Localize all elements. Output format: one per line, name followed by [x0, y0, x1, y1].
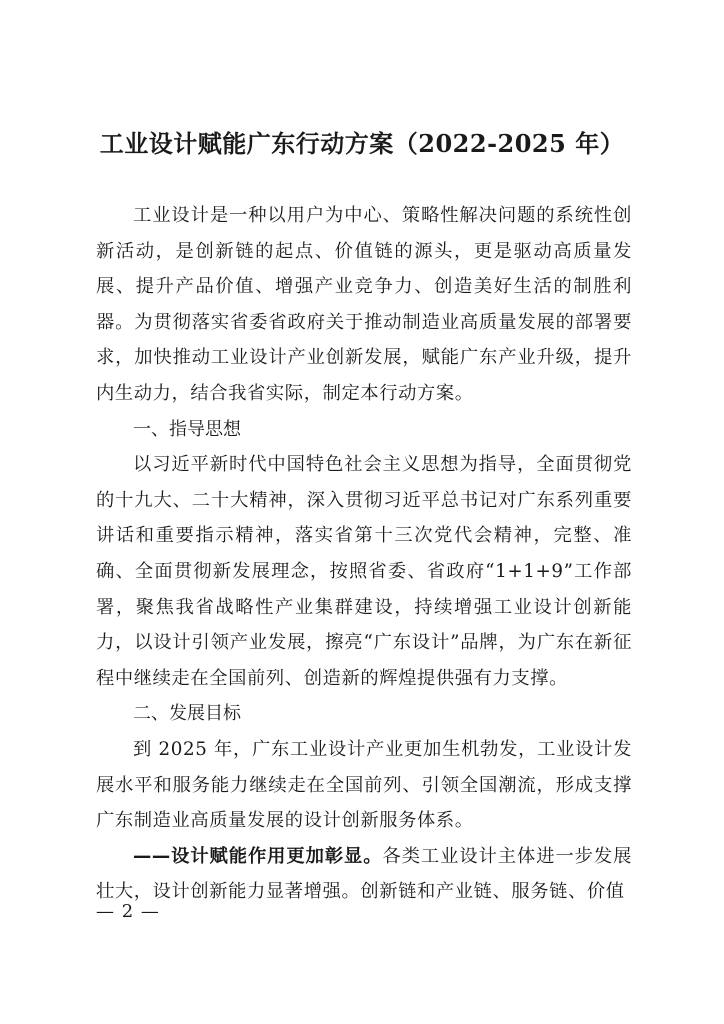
- goal-design-empowerment-lead: ——设计赋能作用更加彰显。: [133, 845, 383, 867]
- goal-design-empowerment-body: 各类工业设计主体进一步发展壮大，设计创新能力显著增强。创新链和产业链、服务链、价值: [96, 845, 632, 903]
- goal-design-empowerment-paragraph: [96, 839, 632, 910]
- document-title: 工业设计赋能广东行动方案（2022-2025 年）: [99, 129, 625, 158]
- intro-paragraph: 工业设计是一种以用户为中心、策略性解决问题的系统性创新活动，是创新链的起点、价值链的源头，更是驱动高质量发展、提升产品价值、增强产业竞争力、创造美好生活的制胜利器。为贯彻落实省委省政府关于推动制造业高质量发展的部署要求，加快推动工业设计产业创新发展，赋能广东产业升级，提升内生动力，结合我省实际，制定本行动方案。: [96, 205, 632, 404]
- section-heading-guiding-ideology: 一、指导思想: [133, 418, 241, 440]
- section-heading-development-goals: 二、发展目标: [133, 703, 241, 725]
- document-body: [96, 198, 632, 910]
- guiding-ideology-paragraph: 以习近平新时代中国特色社会主义思想为指导，全面贯彻党的十九大、二十大精神，深入贯彻习近平总书记对广东系列重要讲话和重要指示精神，落实省第十三次党代会精神，完整、准确、全面贯彻新发展理念，按照省委、省政府“1+1+9”工作部署，聚焦我省战略性产业集群建设，持续增强工业设计创新能力，以设计引领产业发展，擦亮“广东设计”品牌，为广东在新征程中继续走在全国前列、创造新的辉煌提供强有力支撑。: [96, 454, 632, 689]
- page-number: — 2 —: [96, 901, 160, 922]
- development-goals-paragraph: 到 2025 年，广东工业设计产业更加生机勃发，工业设计发展水平和服务能力继续走在全国前列、引领全国潮流，形成支撑广东制造业高质量发展的设计创新服务体系。: [96, 738, 632, 832]
